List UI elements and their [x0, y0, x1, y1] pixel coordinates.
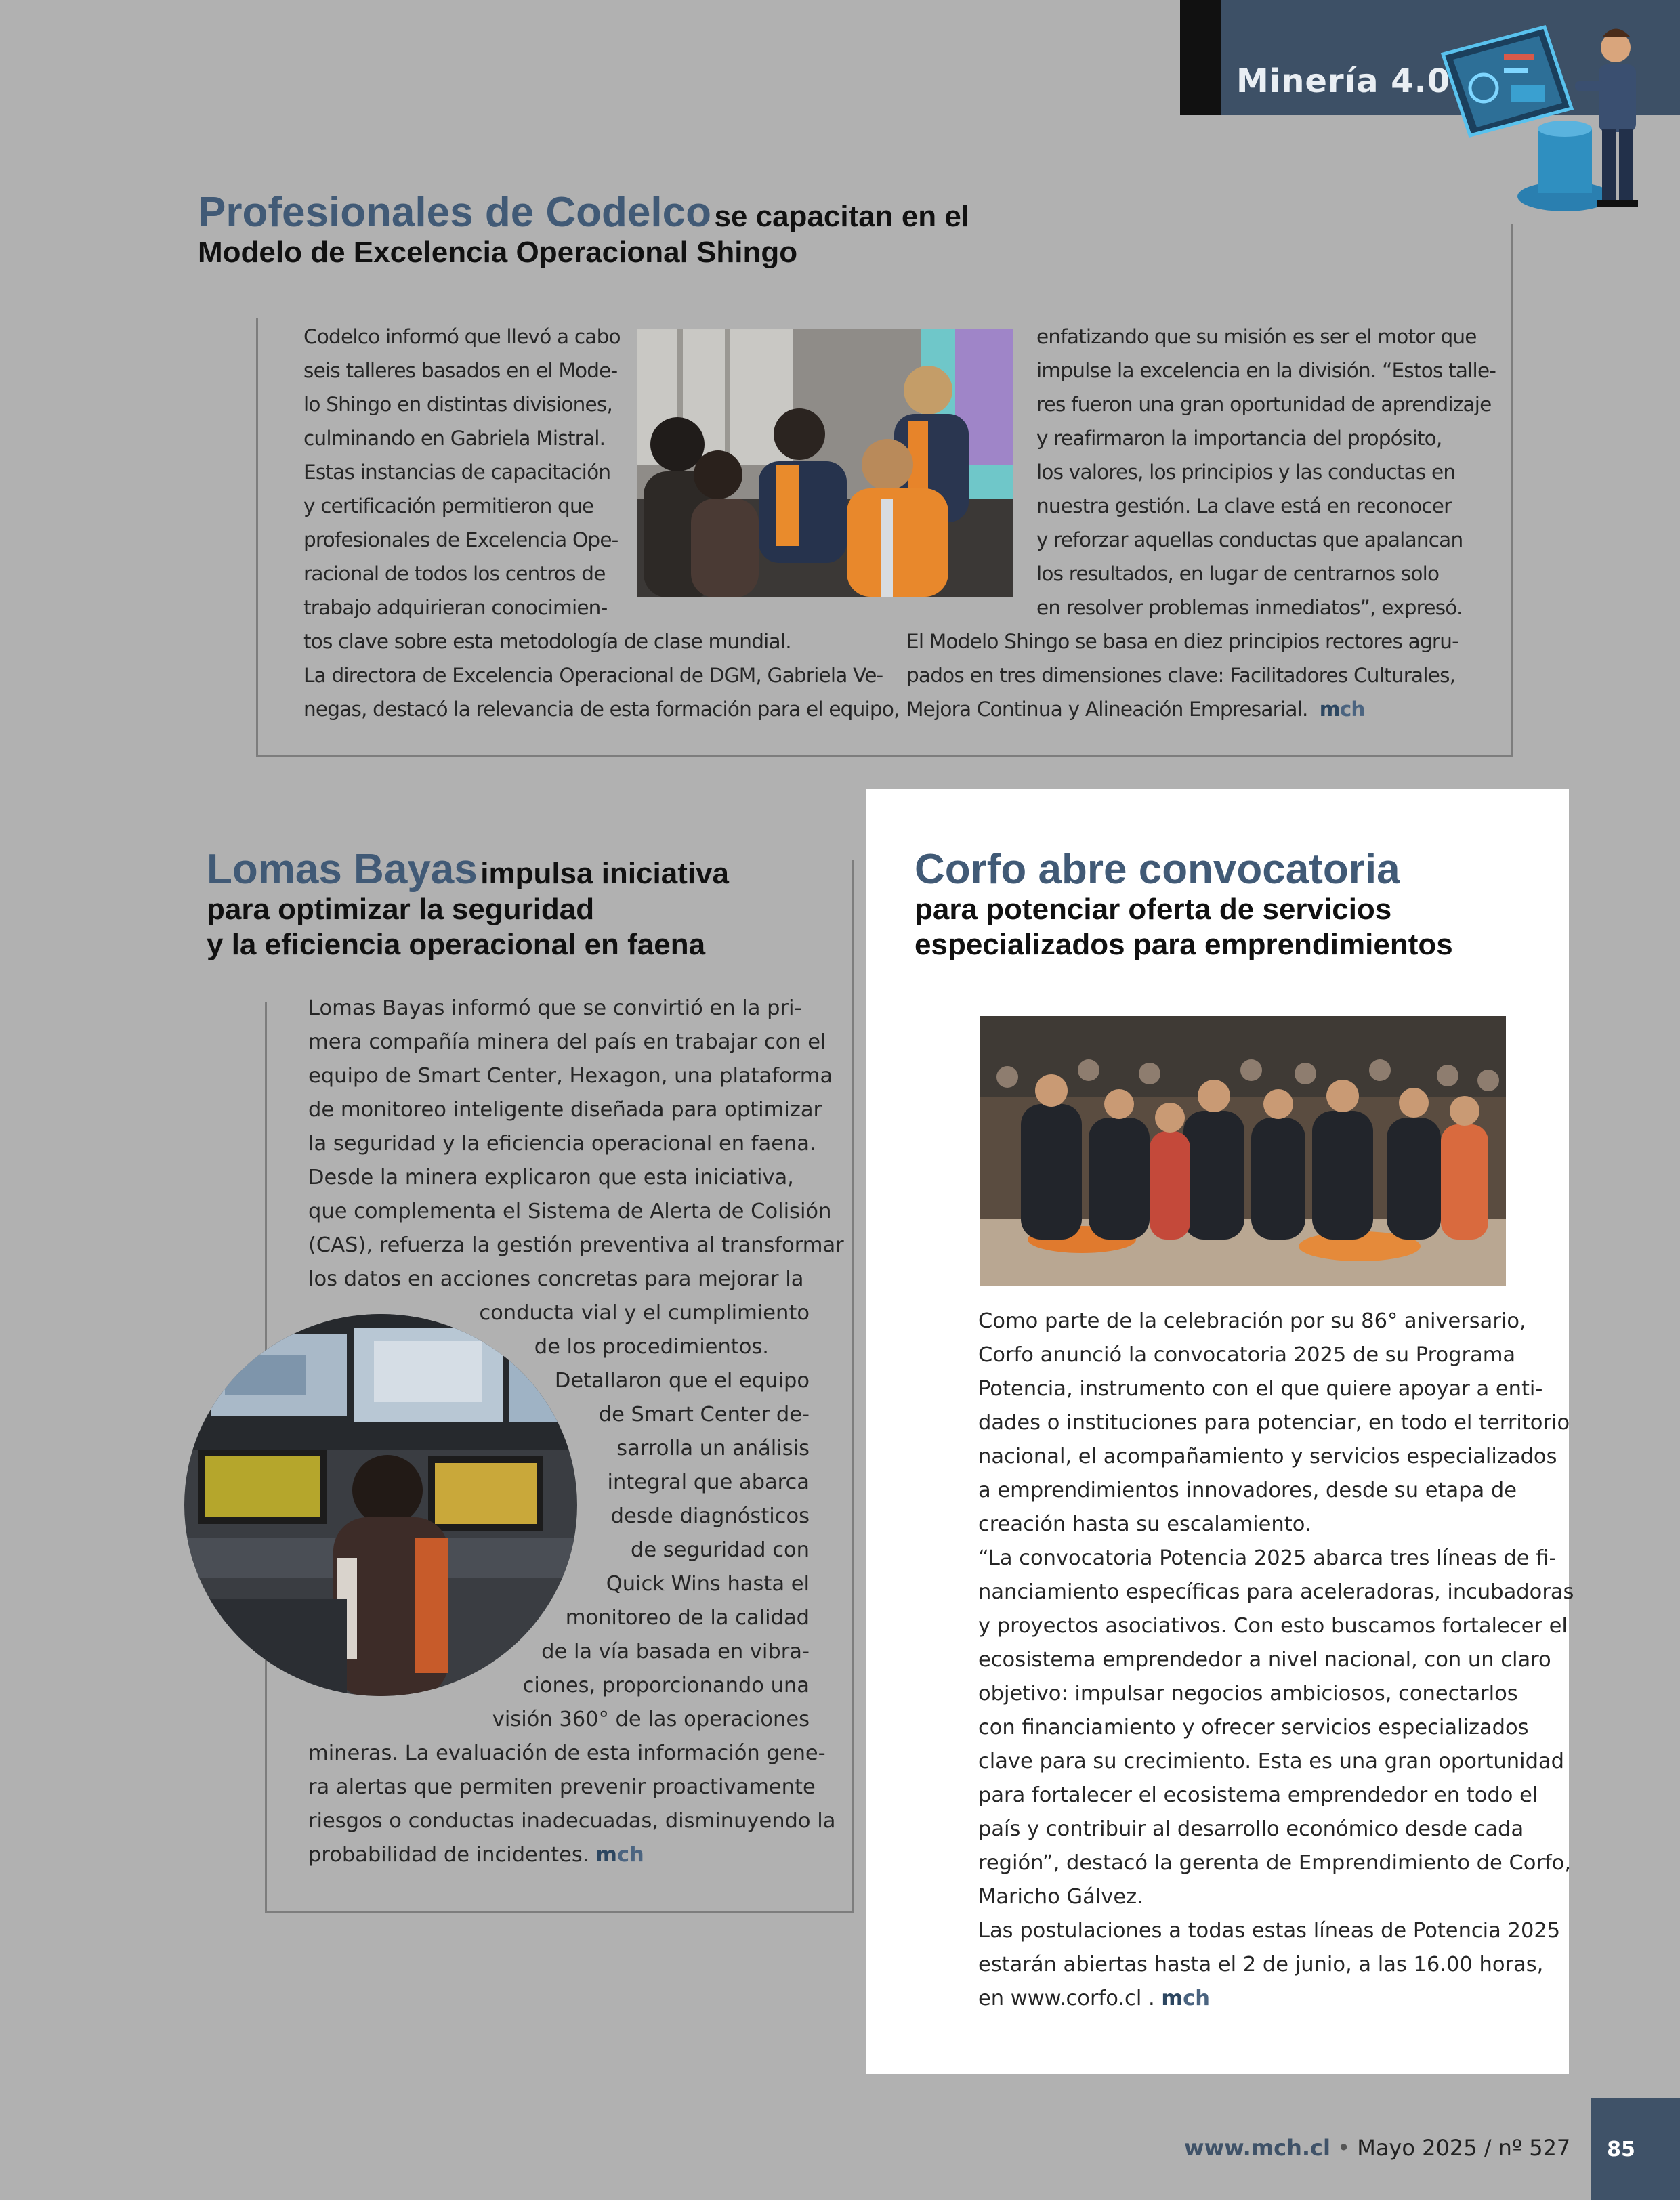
article3-group-photo [980, 1016, 1506, 1286]
article1-frame-left [256, 318, 258, 757]
article2-subtitle-2: y la eficiencia operacional en faena [207, 928, 706, 961]
article2-body: Lomas Bayas informó que se convirtió en la pri- mera compañía minera del país en trabajar con el equipo de Smart Center, Hexagon, una plataforma de monitoreo inteligente diseñada para optimizar la seguridad y la eficiencia operacional en faena. Desde la minera explicaron que esta iniciativa, que complementa el Sistema de Alerta de Colisión (CAS), refuerza la gestión preventiva al transformar los datos en acciones concretas para mejorar la conducta vial y el cumplimiento de los procedimientos. Detallaron que el equipo de Smart Center de- sarrolla un análisis integral que abarca desde diagnósticos de seguridad con Quick Wins hasta el monitoreo de la calidad de la vía basada en vibra- ciones, proporcionando una visión 360° de las operaciones mineras. La evaluación de esta información gene- ra alertas que permiten prevenir proactivamente riesgos o conductas inadecuadas, disminuyendo la probabilidad de incidentes. mch [308, 996, 844, 1867]
article1-frame-right [1511, 224, 1513, 757]
mch-signoff: mch [595, 1843, 644, 1867]
article1-title [198, 188, 969, 236]
article2-title [207, 845, 729, 893]
article1-column-1: Codelco informó que llevó a cabo seis talleres basados en el Mode- lo Shingo en distintas divisiones, culminando en Gabriela Mistral. Estas instancias de capacitación y certificación permitieron que profesionales de Excelencia Ope- racional de todos los centros de trabajo adquirieran conocimien- tos clave sobre esta metodología de clase mundial. La directora de Excelencia Operacional de DGM, Gabriela Ve- negas, destacó la relevancia de esta formación para el equipo, [303, 325, 900, 721]
article1-title-strong: Profesionales de Codelco [198, 189, 711, 236]
article2-frame-bottom [265, 1911, 854, 1913]
mch-signoff: mch [1161, 1987, 1210, 2010]
article3-subtitle-1: para potenciar oferta de servicios [915, 893, 1392, 926]
article1-column-2: enfatizando que su misión es ser el motor que impulse la excelencia en la división. “Estos talle- res fueron una gran oportunidad de aprendizaje y reafirmaron la importancia del propósito, los valores, los principios y las conductas en nuestra gestión. La clave está en reconocer y reforzar aquellas conductas que apalancan los resultados, en lugar de centrarnos solo en resolver problemas inmediatos”, expresó. [1036, 325, 1496, 619]
article2-control-room-photo [184, 1314, 577, 1697]
article3-subtitle-2: especializados para emprendimientos [915, 928, 1453, 961]
mch-signoff: mch [1319, 698, 1365, 721]
article3-title: Corfo abre convocatoria [915, 846, 1400, 893]
article1-column-2-bottom: El Modelo Shingo se basa en diez principios rectores agru- pados en tres dimensiones clave: Facilitadores Culturales, Mejora Continua y Alineación Empresarial. mch [906, 630, 1458, 721]
article3-body: Como parte de la celebración por su 86° aniversario, Corfo anunció la convocatoria 2025 de su Programa Potencia, instrumento con el que quiere apoyar a enti- dades o instituciones para potenciar, en todo el territorio nacional, el acompañamiento y servicios especializados a emprendimientos innovadores, desde su etapa de creación hasta su escalamiento. “La convocatoria Potencia 2025 abarca tres líneas de fi- nanciamiento específicas para aceleradoras, incubadoras y proyectos asociativos. Con esto buscamos fortalecer el ecosistema emprendedor a nivel nacional, con un claro objetivo: impulsar negocios ambiciosos, conectarlos con financiamiento y ofrecer servicios especializados clave para su crecimiento. Esta es una gran oportunidad para fortalecer el ecosistema emprendedor en todo el país y contribuir al desarrollo económico desde cada región”, destacó la gerenta de Emprendimiento de Corfo, Maricho Gálvez. Las postulaciones a todas estas líneas de Potencia 2025 estarán abiertas hasta el 2 de junio, a las 16.00 horas, en www.corfo.cl . mch [978, 1309, 1574, 2010]
article1-title-rest: se capacitan en el [714, 200, 970, 233]
corfo-url-text: en www.corfo.cl . [978, 1987, 1155, 2010]
article2-subtitle-1: para optimizar la seguridad [207, 893, 595, 926]
article2-frame-right [852, 860, 854, 1913]
footer-url: www.mch.cl [1184, 2135, 1330, 2161]
section-tag-black-block [1180, 0, 1221, 115]
section-label: Minería 4.0 [1236, 62, 1451, 100]
footer-issue-line [1184, 2135, 1570, 2161]
article2-title-rest: impulsa iniciativa [480, 857, 730, 890]
article1-subtitle: Modelo de Excelencia Operacional Shingo [198, 236, 798, 269]
article1-frame-bottom [256, 755, 1513, 757]
page-number: 85 [1607, 2138, 1635, 2161]
footer-bullet: • [1337, 2135, 1351, 2161]
footer-issue: Mayo 2025 / nº 527 [1357, 2135, 1571, 2161]
article1-photo [637, 329, 1013, 597]
article2-title-strong: Lomas Bayas [207, 846, 478, 893]
mining-4-0-illustration [1429, 7, 1666, 224]
